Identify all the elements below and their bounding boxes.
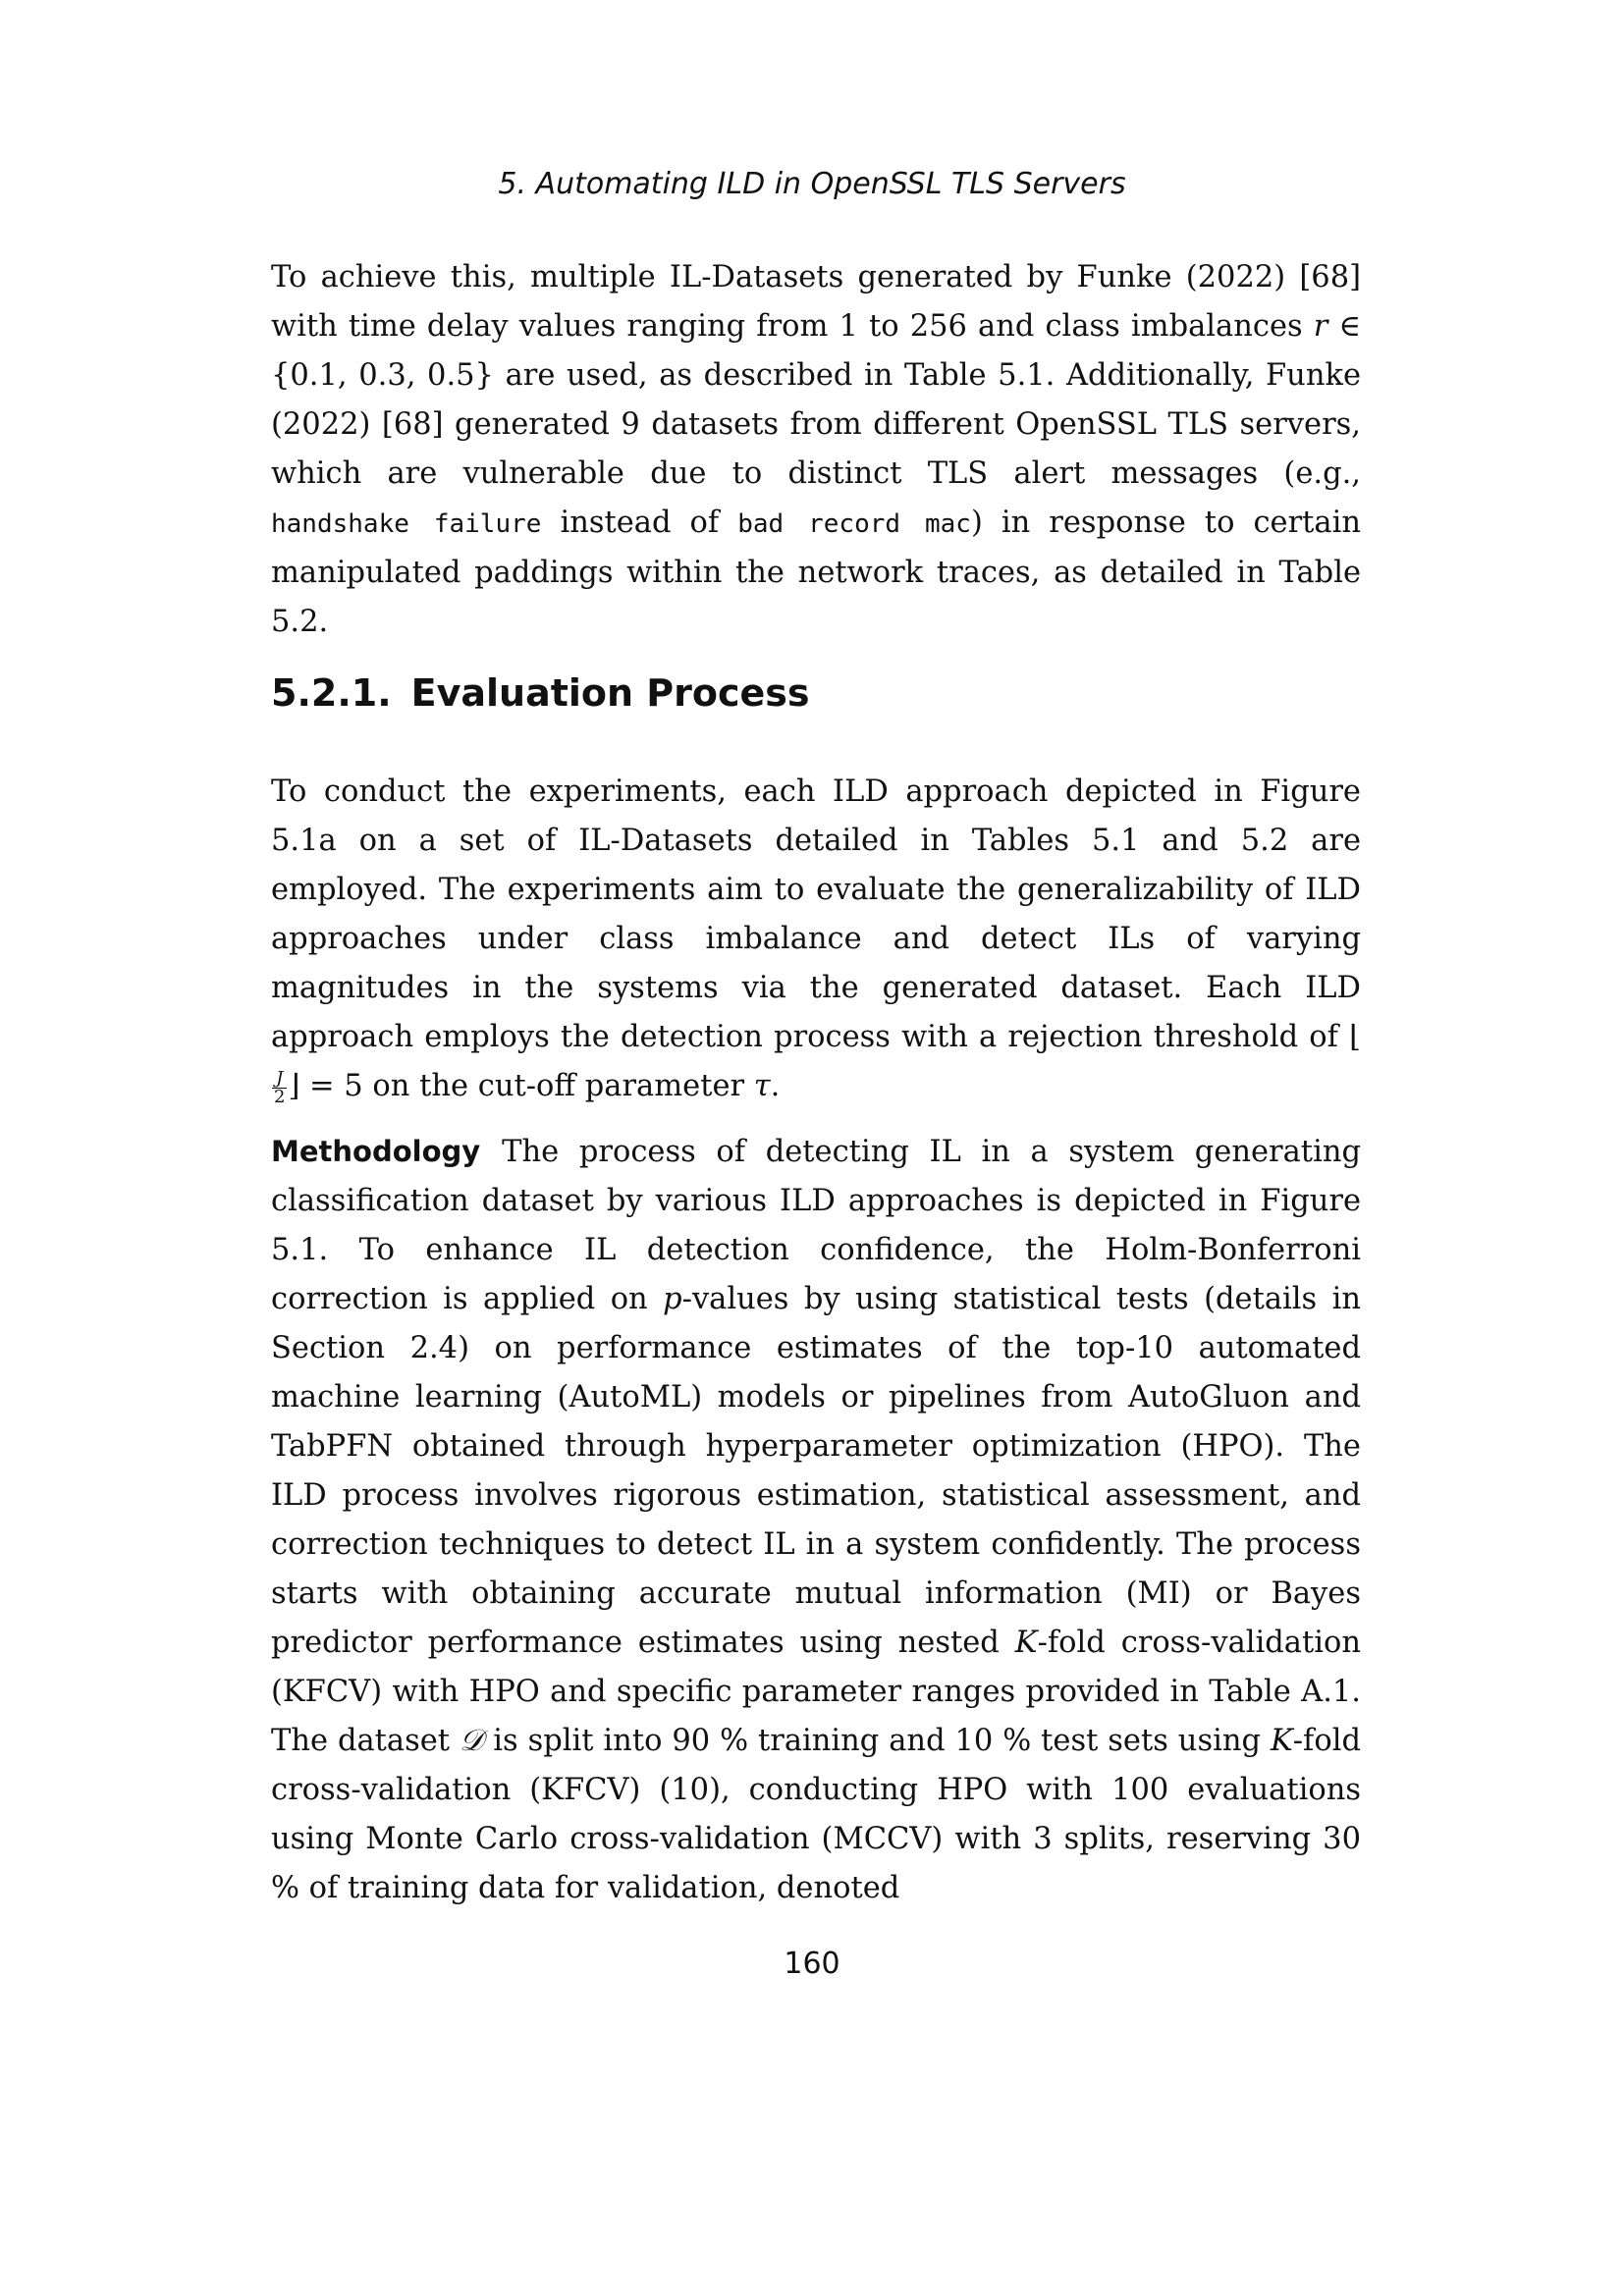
text-run: -values by using statistical tests (details in Section 2.4) on performance estimates of the top-10 automated machine learning (AutoML) models or pipelines from AutoGluon and TabPFN obtained through hyperparameter optimization (HPO). The ILD process involves rigorous estimation, statistical assessment, and correction techniques to detect IL in a system confidently. The process starts with obtaining accurate mutual information (MI) or Bayes predictor performance estimates using nested [271, 1282, 1361, 1660]
math-r: r [1313, 309, 1328, 344]
runin-heading-methodology: Methodology [271, 1135, 481, 1168]
code-bad-record-mac: bad record mac [737, 509, 971, 539]
floor-left: ⌊ [1349, 1020, 1361, 1054]
fraction-numerator: J [272, 1070, 287, 1089]
text-run: To conduct the experiments, each ILD approach depicted in Figure 5.1a on a set of IL-Datasets detailed in Tables 5.1 and 5.2 are employed. The experiments aim to evaluate the generalizability of ILD approaches under class imbalance and detect ILs of varying magnitudes in the systems via the generated dataset. Each ILD approach employs the detection process with a rejection threshold of [271, 774, 1361, 1054]
paragraph-evaluation [271, 768, 1361, 1111]
text-run: -fold cross-validation (KFCV) (10), conducting HPO with 100 evaluations using Monte Carlo cross-validation (MCCV) with 3 splits, reserving 30 % of training data for validation, denoted [271, 1724, 1361, 1905]
section-title: Evaluation Process [410, 671, 810, 715]
text-run: The process of detecting IL in a system generating classification dataset by various ILD approaches is depicted in Figure 5.1. To enhance IL detection confidence, the Holm-Bonferroni correction is applied on [271, 1135, 1361, 1316]
paragraph-datasets [271, 253, 1361, 647]
text-run: instead of [541, 506, 738, 540]
page-number: 160 [784, 1947, 840, 1981]
fraction-j-over-2 [272, 1067, 287, 1107]
text-run: To achieve this, multiple IL-Datasets generated by Funke (2022) [68] with time delay values ranging from 1 to 256 and class imbalances [271, 260, 1361, 344]
text-run: is split into 90 % training and 10 % test sets using [483, 1724, 1271, 1758]
floor-right: ⌋ [288, 1069, 300, 1103]
section-number: 5.2.1. [271, 671, 392, 715]
math-k: K [1014, 1626, 1038, 1660]
text-run: . [770, 1069, 781, 1103]
math-p: p [663, 1282, 682, 1316]
text-run: ∈ {0.1, 0.3, 0.5} are used, as described in Table 5.1. Additionally, Funke (2022) [68] generated 9 datasets from different OpenSSL TLS servers, which are vulnerable due to distinct TLS alert messages (e.g., [271, 309, 1361, 491]
text-run: -fold cross-validation (KFCV) with HPO and specific parameter ranges provided in Table A.1. The dataset [271, 1626, 1362, 1758]
math-dataset-d: 𝒟 [459, 1724, 484, 1758]
math-k: K [1270, 1724, 1293, 1758]
paragraph-methodology [271, 1127, 1361, 1913]
section-heading [271, 671, 810, 715]
text-run: = 5 on the cut-off parameter [299, 1069, 754, 1103]
fraction-denominator: 2 [274, 1086, 286, 1107]
text-run: ) in response to certain manipulated paddings within the network traces, as detailed in Table 5.2. [271, 506, 1361, 639]
code-handshake-failure: handshake failure [271, 509, 542, 539]
running-header: 5. Automating ILD in OpenSSL TLS Servers [498, 167, 1126, 201]
math-tau: τ [753, 1069, 771, 1103]
